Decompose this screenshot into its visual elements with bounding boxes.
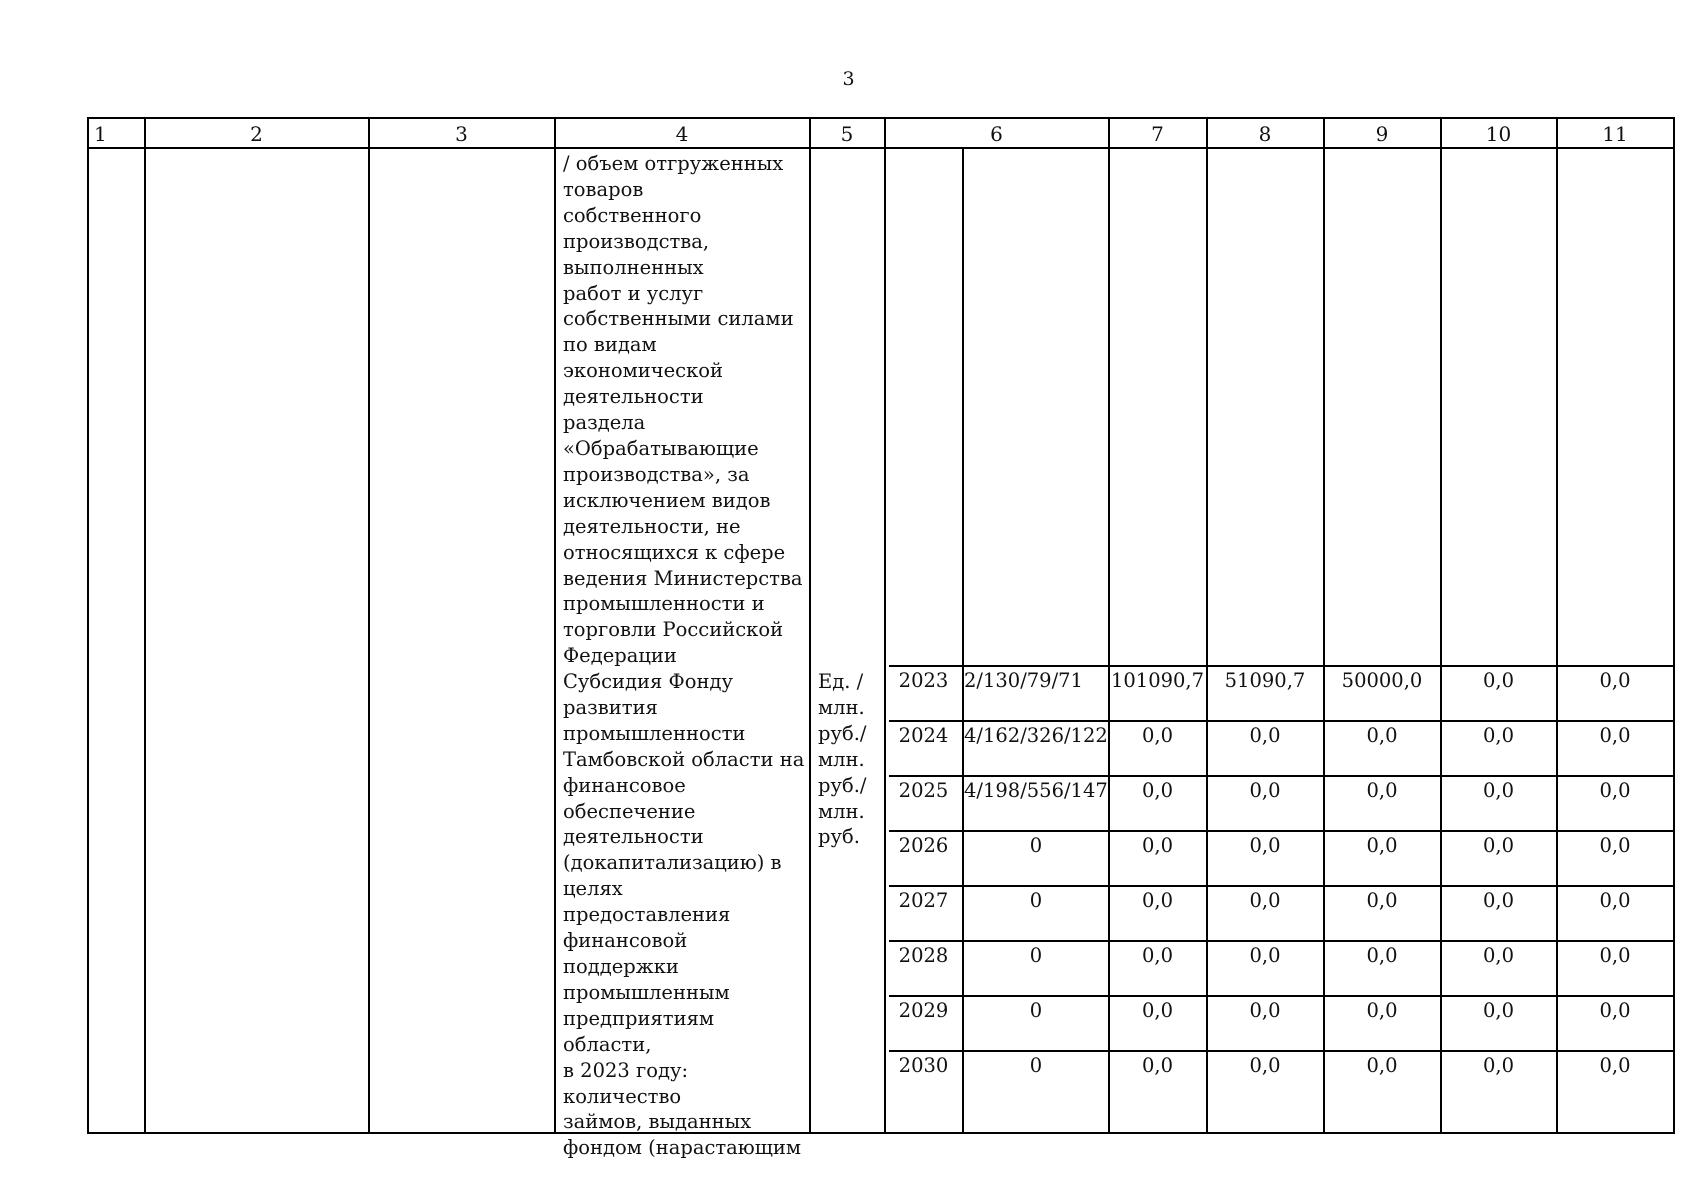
col9-cell: 0,0 — [1366, 834, 1398, 857]
year-cell: 2030 — [898, 1054, 949, 1077]
col-border — [1673, 117, 1675, 1134]
col10-cell: 0,0 — [1482, 1054, 1514, 1077]
year-cell: 2025 — [898, 779, 949, 802]
col10-cell: 0,0 — [1482, 724, 1514, 747]
col7-cell: 0,0 — [1141, 944, 1173, 967]
header-cell-5: 5 — [840, 122, 854, 146]
col10-cell: 0,0 — [1482, 999, 1514, 1022]
col-border — [1108, 117, 1110, 1134]
col8-cell: 0,0 — [1249, 724, 1281, 747]
unit-of-measure: Ед. / млн. руб./ млн. руб./ млн. руб. — [818, 670, 867, 849]
col11-cell: 0,0 — [1599, 779, 1631, 802]
subsidy-description: Субсидия Фонду развития промышленности Тамбовской области на финансовое обеспечение деятельности (докапитализацию) в целях предоставления финансовой поддержки промышленным предприятиям области, в 2023 году: количество займов, выданных фондом (нарастающим — [563, 670, 805, 1160]
year-cell: 2027 — [898, 889, 949, 912]
indicator-value-cell: 4/162/326/122 — [964, 724, 1108, 747]
col11-cell: 0,0 — [1599, 834, 1631, 857]
col9-cell: 50000,0 — [1341, 669, 1423, 692]
col7-cell: 0,0 — [1141, 724, 1173, 747]
indicator-value-cell: 2/130/79/71 — [964, 669, 1083, 692]
col11-cell: 0,0 — [1599, 944, 1631, 967]
year-cell: 2029 — [898, 999, 949, 1022]
indicator-value-cell: 0 — [1029, 944, 1043, 967]
col11-cell: 0,0 — [1599, 724, 1631, 747]
col9-cell: 0,0 — [1366, 724, 1398, 747]
col9-cell: 0,0 — [1366, 779, 1398, 802]
col11-cell: 0,0 — [1599, 1054, 1631, 1077]
col8-cell: 0,0 — [1249, 999, 1281, 1022]
year-cell: 2024 — [898, 724, 949, 747]
col8-cell: 0,0 — [1249, 944, 1281, 967]
indicator-continuation-text: / объем отгруженных товаров собственного производства, выполненных работ и услуг собственными силами по видам экономической деятельности раздела «Обрабатывающие производства», за исключением видов деятельности, не относящихся к сфере ведения Министерства промышленности и торговли Российской Федерации — [563, 152, 803, 668]
col8-cell: 0,0 — [1249, 889, 1281, 912]
col9-cell: 0,0 — [1366, 944, 1398, 967]
col7-cell: 0,0 — [1141, 1054, 1173, 1077]
col8-cell: 0,0 — [1249, 834, 1281, 857]
header-cell-11: 11 — [1602, 122, 1628, 146]
col-border — [809, 117, 811, 1134]
col7-cell: 101090,7 — [1110, 669, 1205, 692]
col9-cell: 0,0 — [1366, 889, 1398, 912]
col7-cell: 0,0 — [1141, 889, 1173, 912]
year-cell: 2023 — [898, 669, 949, 692]
col10-cell: 0,0 — [1482, 889, 1514, 912]
col10-cell: 0,0 — [1482, 834, 1514, 857]
col7-cell: 0,0 — [1141, 999, 1173, 1022]
col11-cell: 0,0 — [1599, 999, 1631, 1022]
header-cell-2: 2 — [250, 122, 263, 146]
col-border — [962, 147, 964, 1134]
col-border — [884, 117, 886, 1134]
header-cell-9: 9 — [1375, 122, 1389, 146]
col7-cell: 0,0 — [1141, 834, 1173, 857]
year-cell: 2026 — [898, 834, 949, 857]
col-border — [554, 117, 556, 1134]
indicator-value-cell: 0 — [1029, 999, 1043, 1022]
col-border — [144, 117, 146, 1134]
header-cell-6: 6 — [990, 122, 1003, 146]
col-border — [1440, 117, 1442, 1134]
year-cell: 2028 — [898, 944, 949, 967]
table-bottom-border — [87, 1132, 1675, 1134]
header-cell-1: 1 — [94, 122, 107, 146]
col-border — [1206, 117, 1208, 1134]
col-border — [368, 117, 370, 1134]
col11-cell: 0,0 — [1599, 889, 1631, 912]
col8-cell: 0,0 — [1249, 779, 1281, 802]
page-number: 3 — [842, 68, 855, 90]
header-cell-10: 10 — [1485, 122, 1512, 146]
header-cell-7: 7 — [1151, 122, 1164, 146]
header-cell-8: 8 — [1258, 122, 1272, 146]
indicator-value-cell: 4/198/556/147 — [964, 779, 1108, 802]
col-border — [1556, 117, 1558, 1134]
col8-cell: 51090,7 — [1224, 669, 1306, 692]
header-cell-3: 3 — [455, 122, 468, 146]
indicator-value-cell: 0 — [1029, 1054, 1043, 1077]
col9-cell: 0,0 — [1366, 1054, 1398, 1077]
indicator-value-cell: 0 — [1029, 834, 1043, 857]
col9-cell: 0,0 — [1366, 999, 1398, 1022]
col-border — [1323, 117, 1325, 1134]
col7-cell: 0,0 — [1141, 779, 1173, 802]
col8-cell: 0,0 — [1249, 1054, 1281, 1077]
col10-cell: 0,0 — [1482, 944, 1514, 967]
col-border — [87, 117, 89, 1134]
col10-cell: 0,0 — [1482, 779, 1514, 802]
col10-cell: 0,0 — [1482, 669, 1514, 692]
table-top-border — [87, 117, 1675, 119]
header-cell-4: 4 — [675, 122, 689, 146]
indicator-value-cell: 0 — [1029, 889, 1043, 912]
col11-cell: 0,0 — [1599, 669, 1631, 692]
